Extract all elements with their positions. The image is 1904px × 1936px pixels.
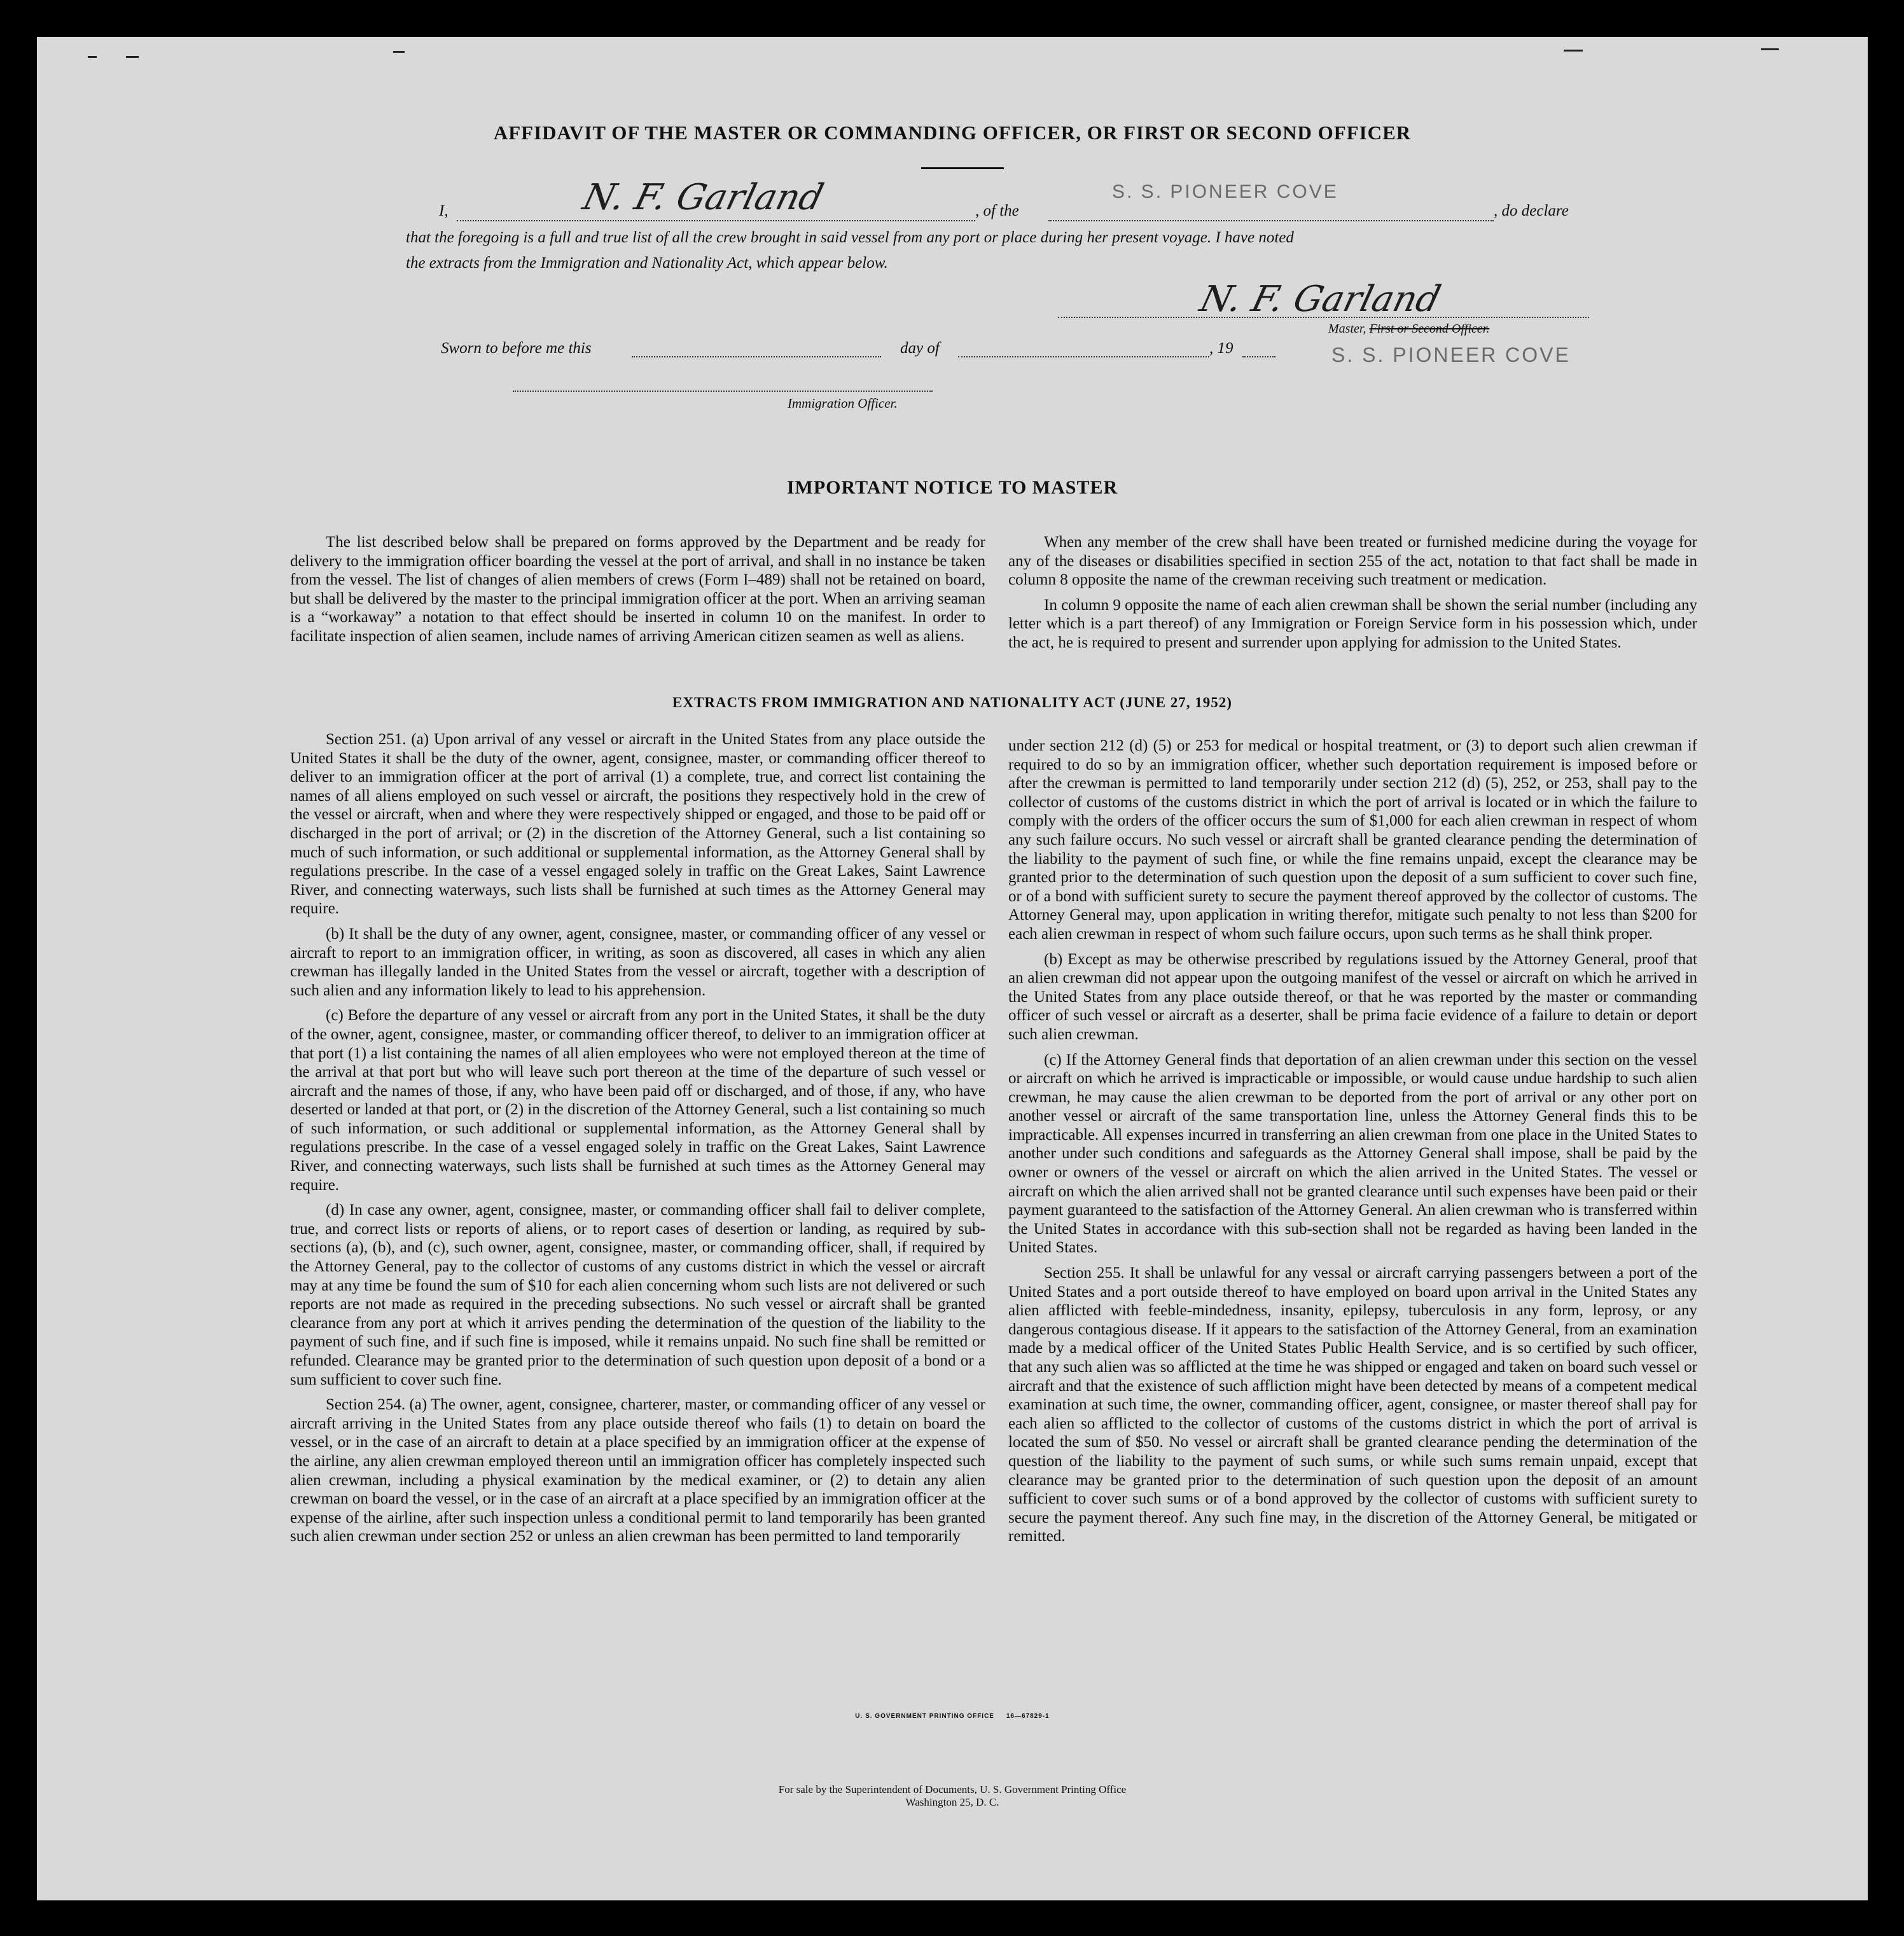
do-declare-label: , do declare bbox=[1494, 202, 1569, 219]
signer-title-master: Master, bbox=[1328, 322, 1366, 336]
scan-mark bbox=[126, 56, 139, 58]
gpo-line: U. S. GOVERNMENT PRINTING OFFICE 16—67829-1 bbox=[855, 1713, 1050, 1720]
sworn-month-line bbox=[958, 356, 1209, 357]
sworn-year: , 19 bbox=[1209, 340, 1233, 357]
affidavit-statement-2: the extracts from the Immigration and Nationality Act, which appear below. bbox=[406, 254, 888, 272]
section-251-c: (c) Before the departure of any vessel or aircraft from any port in the United States, it shall be the duty of the owner, agent, consignee, master, or commanding officer thereof, to deliver to an immigration officer at that port (1) a list containing the names of all alien employees who were not employed thereon at the time of the arrival at that port but who will leave such port thereon at the time of the departure of such vessel or aircraft and the names of those, if any, who have been paid off or discharged, and of those, if any, who have deserted or landed at that port, or (2) in the discretion of the Attorney General, such a list containing so much of such information, or such additional or supplemental information, as the Attorney General shall by regulations prescribe. In the case of a vessel engaged solely in traffic on the Great Lakes, Saint Lawrence River, and connecting waterways, such lists shall be furnished at such times as the Attorney General may require. bbox=[290, 1007, 985, 1194]
vessel-stamp: S. S. PIONEER COVE bbox=[1112, 181, 1338, 202]
declarant-name-line bbox=[457, 220, 975, 221]
scan-mark bbox=[88, 56, 97, 58]
section-251-d: (d) In case any owner, agent, consignee, master, or commanding officer shall fail to deliver complete, true, and correct lists or reports of aliens, or to report cases of desertion or landing, as required by sub-sections (a), (b), and (c), such owner, agent, consignee, master, or commanding officer, shall, if required by the Attorney General, pay to the collector of customs of any customs district in which the vessel or aircraft may at any time be found the sum of $10 for each alien concerning whom such lists are not delivered or such reports are not made as required in the preceding subsections. No such vessel or aircraft shall be granted clearance from any port at which it arrives pending the determination of the question of the liability to the payment of such fine, and if such fine is imposed, while it remains unpaid. No such fine shall be remitted or refunded. Clearance may be granted prior to the determination of such question upon deposit of a bond or a sum sufficient to cover such fine. bbox=[290, 1201, 985, 1388]
sworn-prefix: Sworn to before me this bbox=[441, 340, 592, 357]
sworn-day-line bbox=[632, 356, 881, 357]
signer-title-struck: First or Second Officer. bbox=[1369, 322, 1490, 336]
notice-left-paragraph: The list described below shall be prepared on forms approved by the Department and be ready for delivery to the immigration officer boarding the vessel at the port of arrival, and shall in no instance be taken from the vessel. The list of changes of alien members of crews (Form I–489) shall not be retained on board, but shall be delivered by the master to the principal immigration officer at the port. When an arriving seaman is a “workaway” a notation to that effect should be inserted in column 10 on the manifest. In order to facilitate inspection of alien seamen, include names of arriving American citizen seamen as well as aliens. bbox=[290, 534, 985, 645]
notice-left-column bbox=[290, 533, 985, 653]
sale-notice bbox=[37, 1783, 1868, 1809]
affidavit-statement-1: that the foregoing is a full and true list of all the crew brought in said vessel from any port or place during her present voyage. I have noted bbox=[406, 229, 1294, 246]
title-rule bbox=[921, 167, 1004, 169]
vessel-name-line bbox=[1048, 220, 1494, 221]
sworn-year-line bbox=[1242, 356, 1275, 357]
extracts-right-column bbox=[1008, 736, 1697, 1552]
scan-mark bbox=[1564, 50, 1583, 52]
notice-title: IMPORTANT NOTICE TO MASTER bbox=[786, 477, 1118, 498]
signer-title bbox=[1328, 322, 1489, 336]
notice-right-column bbox=[1008, 533, 1697, 659]
notice-right-paragraph-2: In column 9 opposite the name of each alien crewman shall be shown the serial number (including any letter which is a part thereof) of any Immigration or Foreign Service form in his possession which, under the act, he is required to present and surrender upon applying for admission to the United States. bbox=[1008, 596, 1697, 651]
section-254-b: (b) Except as may be otherwise prescribed by regulations issued by the Attorney General, proof that an alien crewman did not appear upon the outgoing manifest of the vessel or aircraft on which he arrived in the United States from any place outside thereof, or that he was reported by the master or commanding officer of such vessel or aircraft as a deserter, shall be prima facie evidence of a failure to detain or deport such alien crewman. bbox=[1008, 950, 1697, 1043]
declarant-prefix: I, bbox=[439, 202, 448, 219]
form-sheet bbox=[37, 37, 1868, 1900]
sale-line-1: For sale by the Superintendent of Documents, U. S. Government Printing Office bbox=[778, 1783, 1127, 1795]
extracts-title: EXTRACTS FROM IMMIGRATION AND NATIONALITY ACT (JUNE 27, 1952) bbox=[672, 695, 1232, 710]
sworn-day-of: day of bbox=[900, 340, 940, 357]
section-251-a: Section 251. (a) Upon arrival of any vessel or aircraft in the United States from any place outside the United States it shall be the duty of the owner, agent, consignee, master, or commanding officer thereof to deliver to an immigration officer at the port of arrival (1) a complete, true, and correct list containing the names of all aliens employed on such vessel or aircraft, the positions they respectively hold in the crew of the vessel or aircraft, when and where they were respectively shipped or engaged, and those to be paid off or discharged in the port of arrival; or (2) in the discretion of the Attorney General, such a list containing so much of such information, or such additional or supplemental information, as the Attorney General shall by regulations prescribe. In the case of a vessel engaged solely in traffic on the Great Lakes, Saint Lawrence River, and connecting waterways, such lists shall be furnished at such times as the Attorney General may require. bbox=[290, 731, 985, 918]
master-stamp: S. S. PIONEER COVE bbox=[1331, 343, 1571, 366]
section-255: Section 255. It shall be unlawful for any vessal or aircraft carrying passengers between a port of the United States and a port outside thereof to have employed on board upon arrival in the United States any alien afflicted with feeble-mindedness, insanity, epilepsy, tuberculosis in any form, leprosy, or any dangerous contagious disease. If it appears to the satisfaction of the Attorney General, from an examination made by a medical officer of the United States Public Health Service, and is so certified by such officer, that any such alien was so afflicted at the time he was shipped or engaged and taken on board such vessel or aircraft and that the existence of such affliction might have been detected by means of a competent medical examination at such time, the owner, commanding officer, agent, consignee, or master thereof shall pay for each alien so afflicted to the collector of customs of the customs district in which the port of arrival is located the sum of $50. No vessel or aircraft shall be granted clearance pending the determination of the question of the liability to the payment of such sums, or while such sums remain unpaid, except that clearance may be granted prior to the determination of such question upon the deposit of an amount sufficient to cover such sums or of a bond approved by the collector of customs with sufficient surety to secure the payment thereof. Any such fine may, in the discretion of the Attorney General, be mitigated or remitted. bbox=[1008, 1264, 1697, 1545]
notice-right-paragraph-1: When any member of the crew shall have been treated or furnished medicine during the voyage for any of the diseases or disabilities specified in section 255 of the act, notation to that fact shall be made in column 8 opposite the name of the crewman receiving such treatment or medication. bbox=[1008, 534, 1697, 589]
sale-line-2: Washington 25, D. C. bbox=[905, 1796, 999, 1808]
of-the-label: , of the bbox=[975, 202, 1019, 219]
master-signature-line bbox=[1058, 317, 1589, 318]
affidavit-title: AFFIDAVIT OF THE MASTER OR COMMANDING OFFICER, OR FIRST OR SECOND OFFICER bbox=[493, 121, 1412, 144]
immigration-officer-line bbox=[513, 391, 933, 392]
declarant-signature: N. F. Garland bbox=[578, 177, 828, 218]
extracts-left-column bbox=[290, 730, 985, 1552]
master-signature: N. F. Garland bbox=[1195, 279, 1445, 320]
section-254-c: (c) If the Attorney General finds that deportation of an alien crewman under this section on the vessel or aircraft on which he arrived is impracticable or impossible, or would cause undue hardship to such alien crewman, he may cause the alien crewman to be deported from the port of arrival or any other port on another vessel or aircraft of the same transportation line, unless the Attorney General finds this to be impracticable. All expenses incurred in transferring an alien crewman from one place in the United States to another under such conditions and safeguards as the Attorney General shall impose, shall be paid by the owner or owners of the vessel or aircraft on which the alien arrived in the United States. The vessel or aircraft on which the alien arrived shall not be granted clearance until such expenses have been paid or their payment guaranteed to the satisfaction of the Attorney General. An alien crewman who is transferred within the United States in accordance with this sub-section shall not be regarded as having been landed in the United States. bbox=[1008, 1051, 1697, 1257]
immigration-officer-label: Immigration Officer. bbox=[788, 396, 898, 411]
scan-mark bbox=[1761, 48, 1779, 50]
scan-mark bbox=[393, 51, 405, 53]
section-254-a-continued: under section 212 (d) (5) or 253 for medical or hospital treatment, or (3) to deport such alien crewman if required to do so by an immigration officer, whether such deportation requirement is imposed before or after the crewman is permitted to land temporarily under section 212 (d) (5), 252, or 253, shall pay to the collector of customs of the customs district in which the port of arrival is located or in which the failure to comply with the orders of the officer occurs the sum of $1,000 for each alien crewman in respect of whom any such failure occurs. No such vessel or aircraft shall be granted clearance pending the determination of the liability to the payment of such fine, or while the fine remains unpaid, except the clearance may be granted prior to the determination of such question upon the deposit of a sum sufficient to cover such fine, or of a bond with sufficient surety to secure the payment thereof approved by the collector of customs. The Attorney General may, upon application in writing therefor, mitigate such penalty to not less than $200 for each alien crewman in respect of whom such failure occurs, upon such terms as he shall think proper. bbox=[1008, 737, 1697, 943]
section-254-a: Section 254. (a) The owner, agent, consignee, charterer, master, or commanding officer of any vessel or aircraft arriving in the United States from any place outside thereof who fails (1) to detain on board the vessel, or in the case of an aircraft to detain at a place specified by an immigration officer at the expense of the airline, any alien crewman employed thereon until an immigration officer has completely inspected such alien crewman, including a physical examination by the medical examiner, or (2) to detain any alien crewman on board the vessel, or in the case of an aircraft at a place specified by an immigration officer at the expense of the airline, after such inspection unless a conditional permit to land temporarily has been granted such alien crewman under section 252 or unless an alien crewman has been permitted to land temporarily bbox=[290, 1396, 985, 1545]
section-251-b: (b) It shall be the duty of any owner, agent, consignee, master, or commanding officer of any vessel or aircraft to report to an immigration officer, in writing, as soon as discovered, all cases in which any alien crewman has illegally landed in the United States from the vessel or aircraft, together with a description of such alien and any information likely to lead to his apprehension. bbox=[290, 925, 985, 999]
